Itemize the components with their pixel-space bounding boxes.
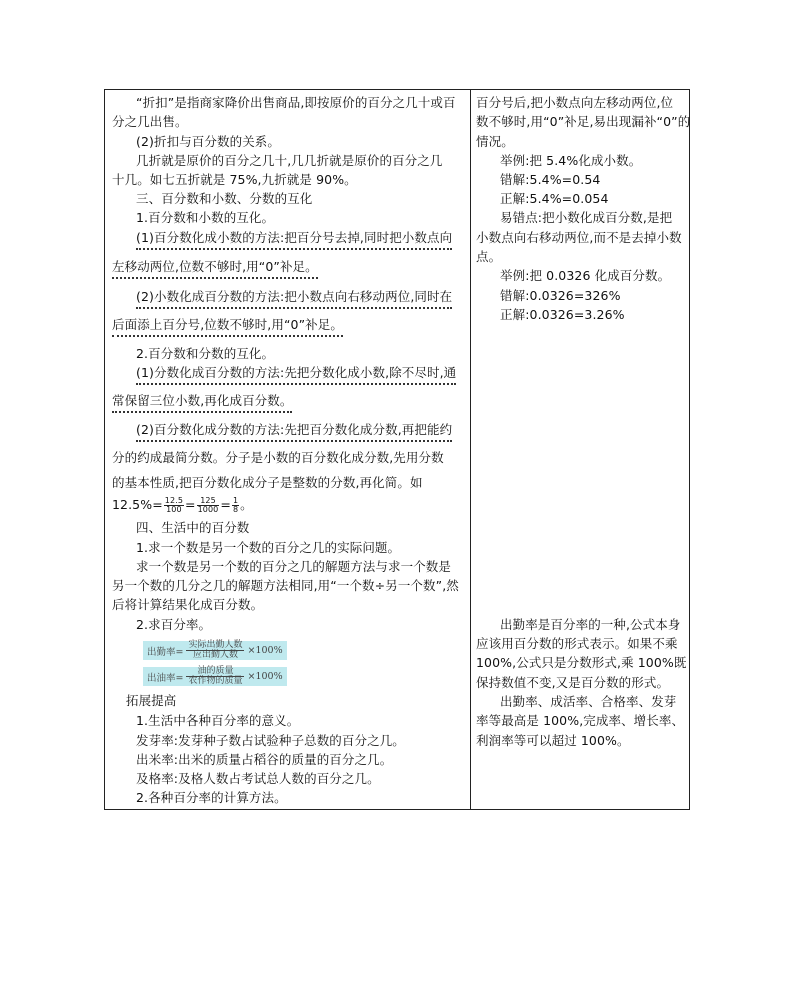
text-line: “折扣”是指商家降价出售商品,即按原价的百分之几十或百 — [136, 95, 456, 110]
note-line: 举例:把 5.4%化成小数。 — [500, 153, 642, 168]
text-line: 分的约成最简分数。分子是小数的百分数化成分数,先用分数 — [112, 450, 444, 465]
formula-tail: ×100% — [247, 645, 283, 656]
subheading: 2.求百分率。 — [136, 617, 212, 632]
formula-tail: ×100% — [247, 671, 283, 682]
fraction-denominator: 1000 — [197, 505, 219, 514]
text-line: 后将计算结果化成百分数。 — [112, 597, 264, 612]
text-line: 几折就是原价的百分之几十,几几折就是原价的百分之几 — [136, 153, 443, 168]
example-lead: 12.5%= — [112, 497, 163, 512]
example-end: 。 — [240, 497, 253, 512]
text-line — [136, 288, 452, 305]
formula-fraction — [186, 641, 244, 660]
note-line: 点。 — [476, 249, 502, 264]
column-divider — [470, 89, 471, 810]
note-line: 100%,公式只是分数形式,乘 100%既 — [476, 655, 687, 670]
text-line — [136, 421, 452, 438]
subheading: 1.生活中各种百分率的意义。 — [136, 713, 300, 728]
note-line: 错解:5.4%=0.54 — [500, 172, 601, 187]
note-line: 正解:5.4%=0.054 — [500, 191, 609, 206]
note-line: 出勤率是百分率的一种,公式本身 — [500, 617, 681, 632]
formula-numerator: 油的质量 — [186, 667, 244, 677]
note-line: 小数点向右移动两位,而不是去掉小数 — [476, 230, 682, 245]
fraction — [164, 497, 184, 514]
formula-numerator: 实际出勤人数 — [188, 640, 243, 650]
section-heading: 三、百分数和小数、分数的互化 — [136, 191, 313, 206]
subheading: 2.百分数和分数的互化。 — [136, 346, 275, 361]
fraction — [232, 497, 239, 514]
text-line: 出米率:出米的质量占稻谷的质量的百分之几。 — [136, 752, 393, 767]
section-heading: 拓展提高 — [126, 693, 177, 708]
equals-sign: = — [185, 497, 196, 512]
text-line: 及格率:及格人数占考试总人数的百分之几。 — [136, 771, 380, 786]
fraction-example — [112, 494, 253, 516]
key-text: (2)百分数化成分数的方法:先把百分数化成分数,再把能约 — [136, 422, 452, 442]
note-line: 利润率等可以超过 100%。 — [476, 733, 630, 748]
note-line: 出勤率、成活率、合格率、发芽 — [500, 694, 677, 709]
text-line: 求一个数是另一个数的百分之几的解题方法与求一个数是 — [136, 559, 452, 574]
key-text: (1)分数化成百分数的方法:先把分数化成小数,除不尽时,通 — [136, 365, 456, 385]
text-line: 发芽率:发芽种子数占试验种子总数的百分之几。 — [136, 733, 405, 748]
text-line: 的基本性质,把百分数化成分子是整数的分数,再化简。如 — [112, 475, 423, 490]
text-line: 十几。如七五折就是 75%,九折就是 90%。 — [112, 172, 357, 187]
text-line — [112, 392, 292, 409]
note-line: 举例:把 0.0326 化成百分数。 — [500, 268, 671, 283]
formula-lhs: 出勤率= — [147, 646, 184, 658]
note-line: 百分号后,把小数点向左移动两位,位 — [476, 95, 674, 110]
subheading: 1.百分数和小数的互化。 — [136, 210, 275, 225]
attendance-rate-formula — [143, 641, 287, 660]
note-line: 情况。 — [476, 134, 514, 149]
note-line: 率等最高是 100%,完成率、增长率、 — [476, 713, 685, 728]
equals-sign: = — [220, 497, 231, 512]
key-text: 后面添上百分号,位数不够时,用“0”补足。 — [112, 317, 343, 337]
key-text: (1)百分数化成小数的方法:把百分号去掉,同时把小数点向 — [136, 230, 452, 250]
note-line: 保持数值不变,又是百分数的形式。 — [476, 675, 670, 690]
fraction-denominator: 100 — [166, 505, 182, 514]
text-line: 分之几出售。 — [112, 114, 188, 129]
formula-denominator: 应出勤人数 — [192, 650, 238, 660]
formula-denominator: 农作物的质量 — [188, 676, 243, 686]
fraction-numerator: 1 — [232, 496, 239, 505]
fraction-numerator: 125 — [197, 497, 220, 506]
note-line: 错解:0.0326=326% — [500, 288, 621, 303]
section-heading: 四、生活中的百分数 — [136, 520, 250, 535]
formula-lhs: 出油率= — [147, 672, 184, 684]
note-line: 应该用百分数的形式表示。如果不乘 — [476, 636, 678, 651]
key-text: (2)小数化成百分数的方法:把小数点向右移动两位,同时在 — [136, 289, 452, 309]
note-line: 数不够时,用“0”补足,易出现漏补“0”的 — [476, 114, 691, 129]
subheading: 1.求一个数是另一个数的百分之几的实际问题。 — [136, 540, 401, 555]
note-line: 易错点:把小数化成百分数,是把 — [500, 210, 673, 225]
fraction-numerator: 12.5 — [164, 496, 184, 505]
text-line — [112, 316, 343, 333]
key-text: 左移动两位,位数不够时,用“0”补足。 — [112, 259, 318, 279]
formula-fraction — [186, 667, 244, 686]
fraction — [197, 497, 220, 514]
key-text: 常保留三位小数,再化成百分数。 — [112, 393, 292, 413]
subheading: 2.各种百分率的计算方法。 — [136, 790, 287, 805]
text-line: (2)折扣与百分数的关系。 — [136, 134, 281, 149]
fraction-denominator: 8 — [232, 505, 239, 514]
oil-yield-formula — [143, 667, 287, 686]
note-line: 正解:0.0326=3.26% — [500, 307, 625, 322]
text-line — [136, 364, 456, 381]
text-line — [136, 229, 452, 246]
text-line: 另一个数的几分之几的解题方法相同,用“一个数÷另一个数”,然 — [112, 578, 459, 593]
text-line — [112, 258, 318, 275]
